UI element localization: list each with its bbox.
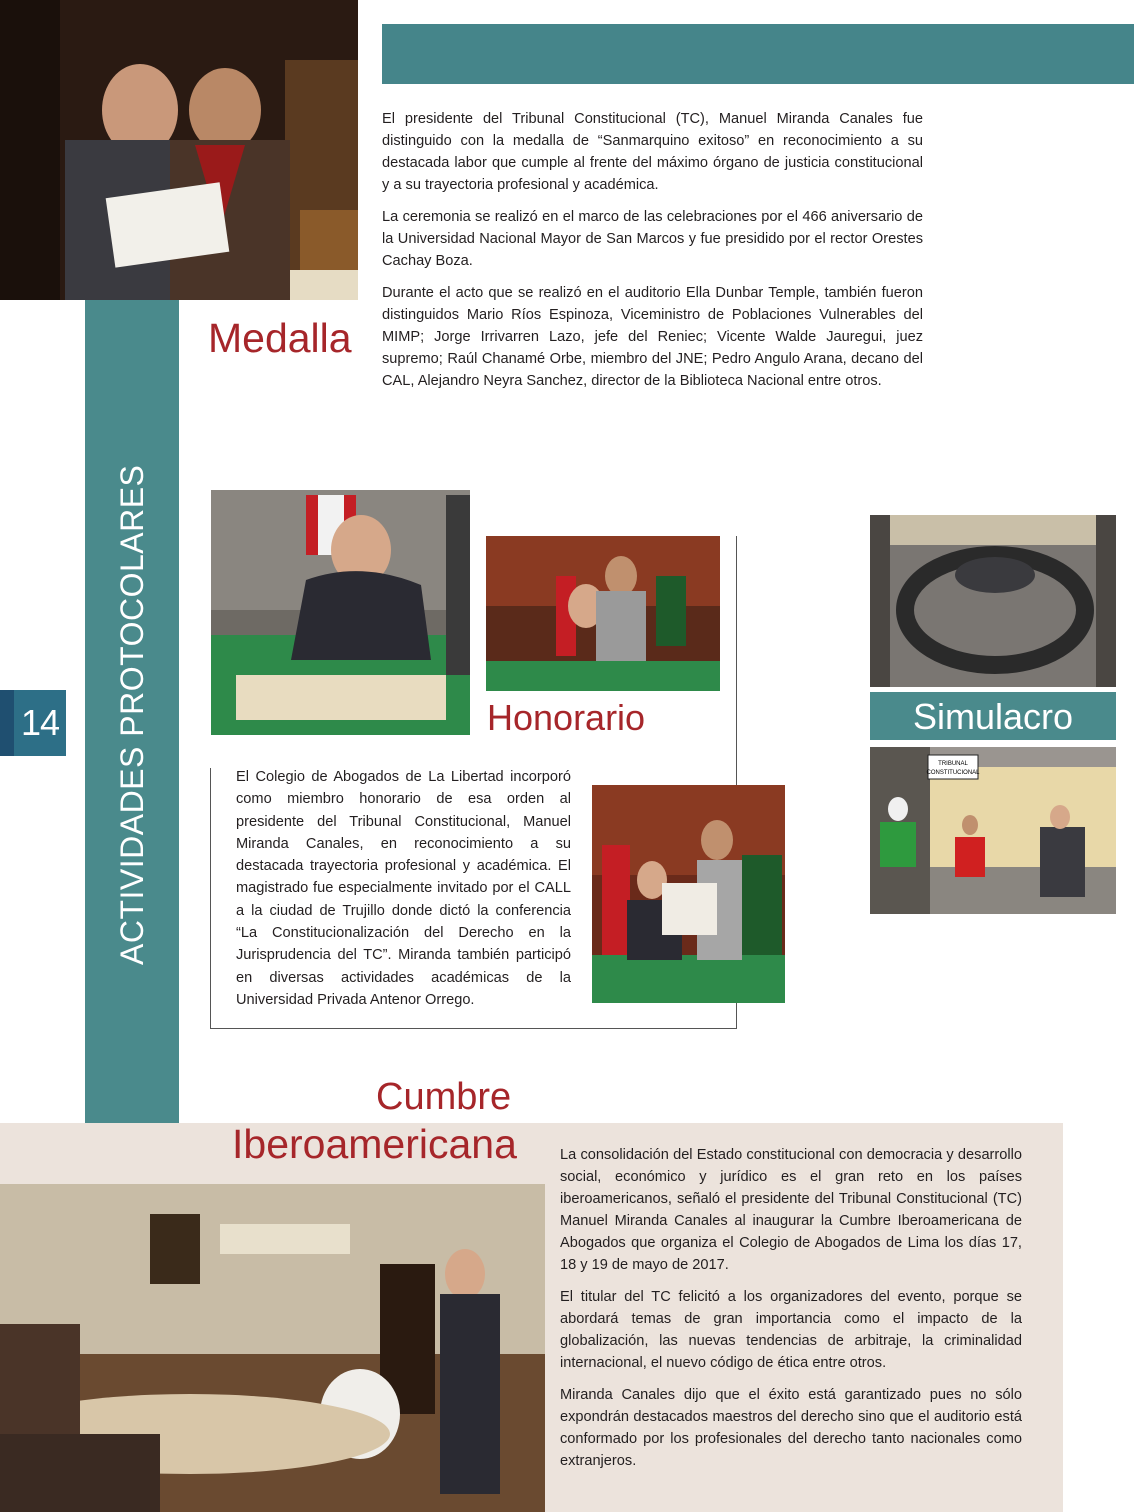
honorario-frame-left-border bbox=[210, 768, 211, 1028]
cumbre-title-line-1: Cumbre bbox=[376, 1076, 512, 1118]
medalla-paragraph-3: Durante el acto que se realizó en el auditorio Ella Dunbar Temple, también fueron distinguidos Mario Ríos Espinoza, Viceministro de Poblaciones Vulnerables del MIMP; Jorge Irrivarren Lazo, jefe del Reniec; Vicente Walde Jauregui, juez supremo; Raúl Chanamé Orbe, miembro del JNE; Pedro Angulo Arana, decano del CAL, Alejandro Neyra Sanchez, director de la Biblioteca Nacional entre otros. bbox=[382, 285, 923, 389]
medalla-body bbox=[382, 108, 923, 402]
cumbre-paragraph-2: El titular del TC felicitó a los organizadores del evento, porque se abordará temas de gran importancia como el impacto de la globalización, las nuevas tendencias de arbitraje, la criminalidad internacional, el nuevo código de ética entre otros. bbox=[560, 1289, 1022, 1371]
simulacro-title: Simulacro bbox=[912, 696, 1074, 737]
medalla-paragraph-2: La ceremonia se realizó en el marco de las celebraciones por el 466 aniversario de la Universidad Nacional Mayor de San Marcos y fue presidido por el rector Orestes Cachay Boza. bbox=[382, 209, 923, 269]
honorario-title: Honorario bbox=[487, 697, 646, 738]
photo-simulacro-megaphone bbox=[870, 747, 1116, 914]
sign-text-line-2: CONSTITUCIONAL bbox=[926, 770, 980, 776]
honorario-body: El Colegio de Abogados de La Libertad incorporó como miembro honorario de esa orden al presidente del Tribunal Constitucional, Manuel Miranda Canales, en reconocimiento a su destacada trayectoria profesional y académica. El magistrado fue especialmente invitado por el CALL a la ciudad de Trujillo donde dictó la conferencia “La Constitucionalización del Derecho en la Jurisprudencia del TC”. Miranda también participó en diversas actividades académicas de la Universidad Privada Antenor Orrego. bbox=[236, 769, 571, 1008]
medalla-title: Medalla bbox=[208, 315, 352, 361]
photo-cumbre-auditorium bbox=[0, 1184, 545, 1512]
page-number: 14 bbox=[20, 702, 60, 743]
page-tab-notch bbox=[0, 690, 14, 756]
cumbre-body bbox=[560, 1144, 1022, 1482]
photo-honorario-certificate bbox=[592, 785, 785, 1003]
simulacro-title-bar bbox=[870, 692, 1116, 740]
header-bar bbox=[382, 24, 1134, 84]
photo-honorario-signing bbox=[211, 490, 470, 735]
cumbre-title-line-2: Iberoamericana bbox=[232, 1121, 517, 1167]
section-vertical-title: ACTIVIDADES PROTOCOLARES bbox=[114, 464, 150, 965]
page-number-tab bbox=[0, 690, 66, 756]
cumbre-paragraph-1: La consolidación del Estado constitucional con democracia y desarrollo social, económico y jurídico es el gran reto en los países iberoamericanos, señaló el presidente del Tribunal Constitucional (TC) Manuel Miranda Canales al inaugurar la Cumbre Iberoamericana de Abogados que organiza el Colegio de Abogados de Lima los días 17, 18 y 19 de mayo de 2017. bbox=[560, 1147, 1022, 1273]
photo-medalla-ceremony bbox=[0, 0, 358, 300]
photo-simulacro-courtyard bbox=[870, 515, 1116, 687]
cumbre-paragraph-3: Miranda Canales dijo que el éxito está garantizado pues no sólo expondrán destacados maestros del derecho sino que el auditorio está conformado por los profesionales del derecho tanto nacionales como extranjeros. bbox=[560, 1387, 1022, 1469]
photo-honorario-medal bbox=[486, 536, 720, 691]
sign-text-line-1: TRIBUNAL bbox=[938, 761, 968, 767]
medalla-paragraph-1: El presidente del Tribunal Constitucional (TC), Manuel Miranda Canales fue distinguido con la medalla de “Sanmarquino exitoso” en reconocimiento a su destacada labor que cumple al frente del máximo órgano de justicia constitucional y a su trayectoria profesional y académica. bbox=[382, 111, 923, 193]
